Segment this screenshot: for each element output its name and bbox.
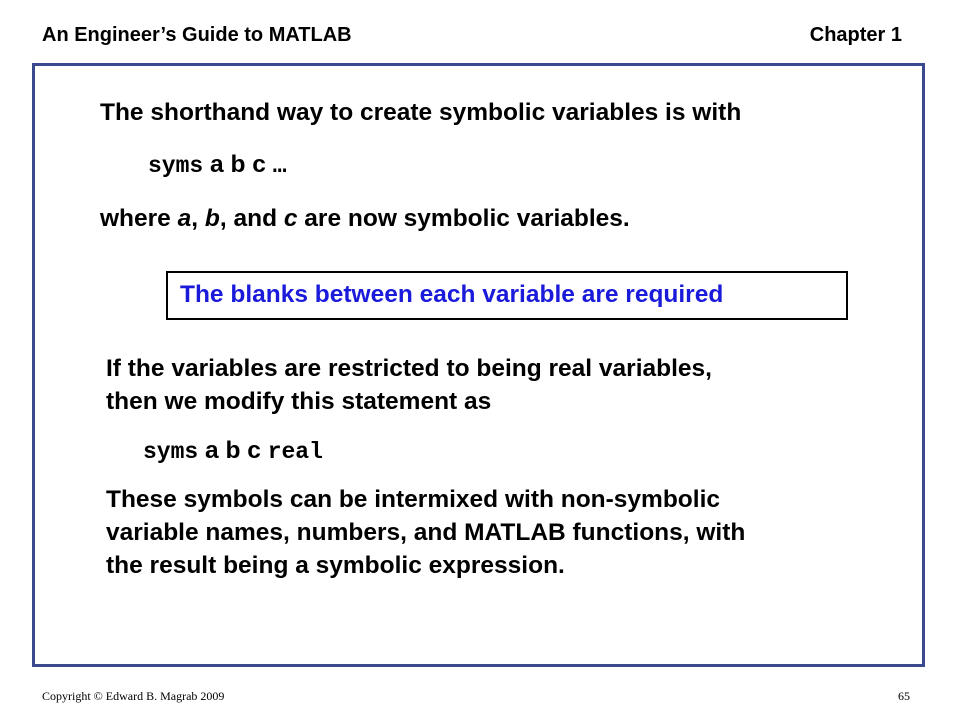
code-real: real — [267, 439, 323, 465]
header-title: An Engineer’s Guide to MATLAB — [42, 24, 352, 46]
where-prefix: where — [100, 205, 178, 232]
code-vars: a b c — [210, 151, 266, 178]
where-sep2: , and — [219, 205, 284, 232]
where-text — [100, 203, 630, 234]
callout-box — [166, 271, 848, 320]
code-vars: a b c — [205, 437, 261, 464]
code-ellipsis: … — [272, 153, 287, 179]
callout-text: The blanks between each variable are required — [180, 281, 724, 308]
page-number: 65 — [898, 689, 910, 703]
real-paragraph-line-2: then we modify this statement as — [106, 388, 492, 415]
code-keyword: syms — [143, 439, 199, 465]
where-suffix: are now symbolic variables. — [297, 205, 630, 232]
real-paragraph-line-1: If the variables are restricted to being real variables, — [106, 355, 712, 382]
code-keyword: syms — [148, 153, 204, 179]
var-a: a — [177, 205, 192, 232]
chapter-label: Chapter 1 — [809, 24, 902, 46]
final-paragraph-line-2: variable names, numbers, and MATLAB functions, with — [106, 519, 746, 546]
code-line-2 — [143, 435, 323, 468]
code-line-1 — [148, 149, 287, 182]
copyright: Copyright © Edward B. Magrab 2009 — [42, 689, 225, 703]
intro-text: The shorthand way to create symbolic variables is with — [100, 99, 742, 126]
where-sep1: , — [191, 205, 205, 232]
final-paragraph-line-1: These symbols can be intermixed with non-symbolic — [106, 486, 721, 513]
final-paragraph-line-3: the result being a symbolic expression. — [106, 552, 565, 579]
var-c: c — [283, 205, 298, 232]
var-b: b — [204, 205, 220, 232]
